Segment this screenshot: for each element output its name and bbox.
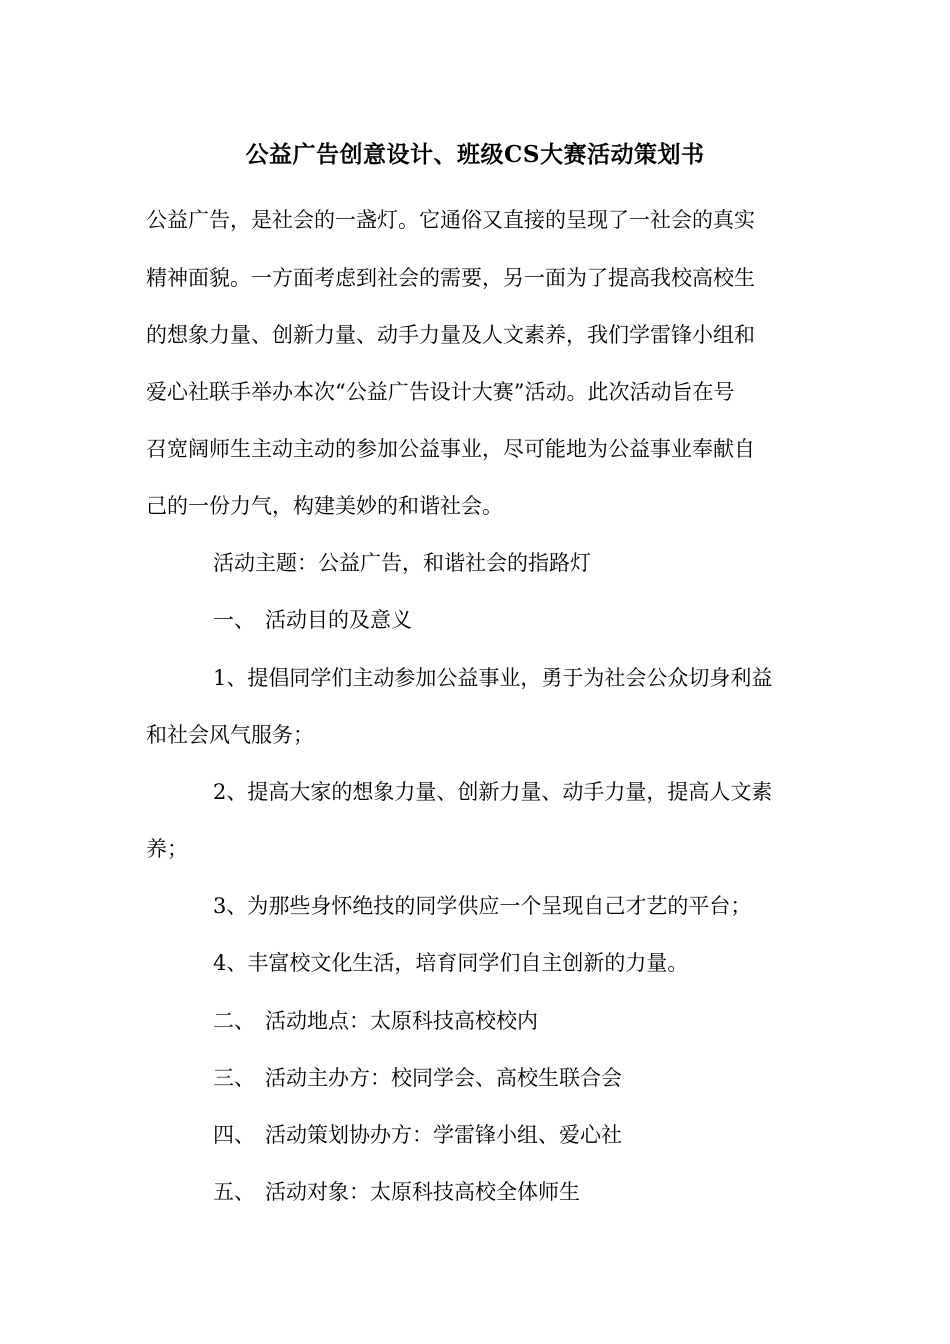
section-heading-1: [213, 606, 412, 634]
intro-line: 己的一份力气，构建美妙的和谐社会。: [146, 494, 503, 518]
purpose-item-4: 4、丰富校文化生活，培育同学们自主创新的力量。: [213, 951, 689, 975]
intro-line: 爱心社联手举办本次“公益广告设计大赛”活动。此次活动旨在号: [146, 380, 735, 404]
purpose-item-2-continued: 养；: [146, 837, 188, 861]
section-heading-3: [213, 1064, 622, 1092]
section-text: 活动地点：太原科技高校校内: [265, 1009, 538, 1033]
section-text: 活动对象：太原科技高校全体师生: [265, 1180, 580, 1204]
purpose-item-3: 3、为那些身怀绝技的同学供应一个呈现自己才艺的平台；: [213, 894, 752, 918]
intro-line: 公益广告，是社会的一盏灯。它通俗又直接的呈现了一社会的真实: [146, 208, 755, 232]
section-number: 三、: [213, 1066, 255, 1090]
section-number: 一、: [213, 608, 255, 632]
activity-theme: 活动主题：公益广告，和谐社会的指路灯: [213, 551, 591, 575]
section-heading-5: [213, 1178, 580, 1206]
intro-line: 召宽阔师生主动主动的参加公益事业，尽可能地为公益事业奉献自: [146, 437, 755, 461]
section-number: 四、: [213, 1123, 255, 1147]
document-title: 公益广告创意设计、班级CS大赛活动策划书: [245, 141, 705, 168]
section-heading-4: [213, 1121, 622, 1149]
intro-line: 精神面貌。一方面考虑到社会的需要，另一面为了提高我校高校生: [146, 266, 755, 290]
section-text: 活动主办方：校同学会、高校生联合会: [265, 1066, 622, 1090]
purpose-item-1-continued: 和社会风气服务；: [146, 723, 314, 747]
intro-line: 的想象力量、创新力量、动手力量及人文素养，我们学雷锋小组和: [146, 323, 755, 347]
section-heading-2: [213, 1007, 538, 1035]
section-number: 五、: [213, 1180, 255, 1204]
purpose-item-1: 1、提倡同学们主动参加公益事业，勇于为社会公众切身利益: [213, 666, 773, 690]
section-text: 活动目的及意义: [265, 608, 412, 632]
purpose-item-2: 2、提高大家的想象力量、创新力量、动手力量，提高人文素: [213, 780, 773, 804]
section-number: 二、: [213, 1009, 255, 1033]
section-text: 活动策划协办方：学雷锋小组、爱心社: [265, 1123, 622, 1147]
